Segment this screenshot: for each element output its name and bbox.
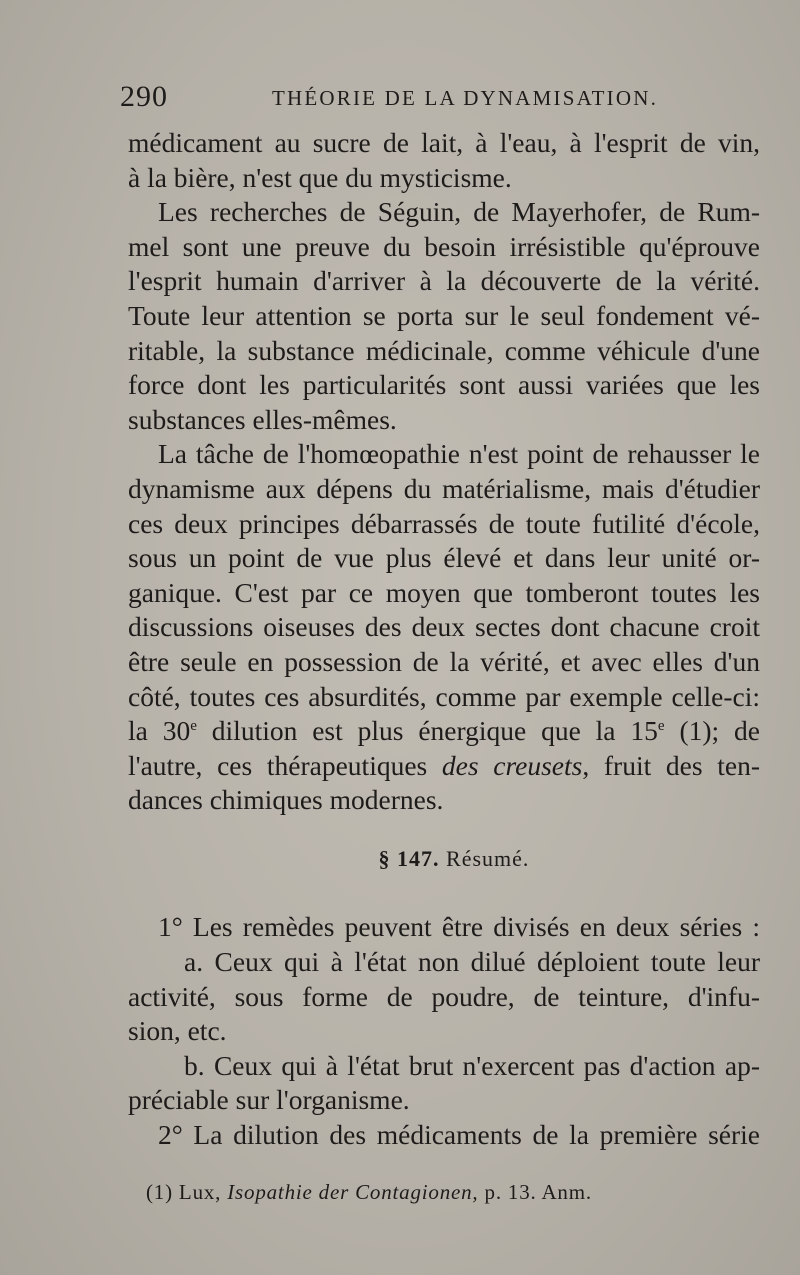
text-line: force dont les particularités sont aussi variées que les [128,369,760,401]
text-line: être seule en possession de la vérité, et avec elles d'un [128,645,760,677]
text-line: à la bière, n'est que du mysticisme. [128,161,512,193]
ordinal-superscript: e [190,717,197,734]
summary-line: b. Ceux qui à l'état brut n'exercent pas d'action ap- [184,1049,760,1081]
summary-line: 2° La dilution des médicaments de la première série [158,1119,760,1151]
footnote-marker: (1) Lux, [146,1180,228,1204]
line-part: dilution est plus énergique que la 15 [196,715,658,747]
text-line: mel sont une preuve du besoin irrésistible qu'éprouve [128,230,760,262]
footnote-title: Isopathie der Contagionen, [227,1180,479,1204]
summary-line: sion, etc. [128,1015,227,1047]
text-line: côté, toutes ces absurdités, comme par exemple celle-ci: [128,680,760,712]
summary-line: préciable sur l'organisme. [128,1084,410,1116]
summary-line: a. Ceux qui à l'état non dilué déploient toute leur [184,946,760,978]
text-line: Les recherches de Séguin, de Mayerhofer, de Rum- [158,196,760,228]
main-text [128,126,760,1153]
summary-line: 1° Les remèdes peuvent être divisés en deux séries : [158,911,760,943]
text-line: dances chimiques modernes. [128,784,444,816]
line-part: la 30 [128,715,191,747]
line-part: , fruit des ten- [582,749,760,781]
text-line: ritable, la substance médicinale, comme véhicule d'une [128,334,760,366]
summary-line: activité, sous forme de poudre, de teinture, d'infu- [128,980,760,1012]
section-heading [128,842,760,877]
text-line: La tâche de l'homœopathie n'est point de rehausser le [158,438,760,470]
text-line [128,749,760,784]
ordinal-superscript: e [657,717,665,734]
text-line: discussions oiseuses des deux sectes dont chacune croit [128,611,760,643]
text-line: Toute leur attention se porta sur le seul fondement vé- [128,299,760,331]
running-header [120,80,660,120]
line-part: (1); de [664,715,760,747]
section-number: § 147. [378,845,440,871]
page-number: 290 [120,80,168,113]
text-line: l'esprit humain d'arriver à la découverte de la vérité. [128,265,760,297]
text-line: médicament au sucre de lait, à l'eau, à l'esprit de vin, [128,127,760,158]
text-line: ganique. C'est par ce moyen que tomberont toutes les [128,576,760,608]
text-line: dynamisme aux dépens du matérialisme, mais d'étudier [128,472,760,504]
footnote-reference: p. 13. Anm. [478,1180,592,1204]
text-line: ces deux principes débarrassés de toute futilité d'école, [128,507,760,539]
running-title: THÉORIE DE LA DYNAMISATION. [272,86,659,110]
line-part: l'autre, ces thérapeutiques [128,749,442,781]
text-line [128,714,760,749]
section-title: Résumé. [446,845,530,871]
italic-phrase: des creusets [441,749,583,781]
footnote [146,1180,592,1205]
text-line: substances elles-mêmes. [128,403,397,435]
text-line: sous un point de vue plus élevé et dans leur unité or- [128,542,760,574]
